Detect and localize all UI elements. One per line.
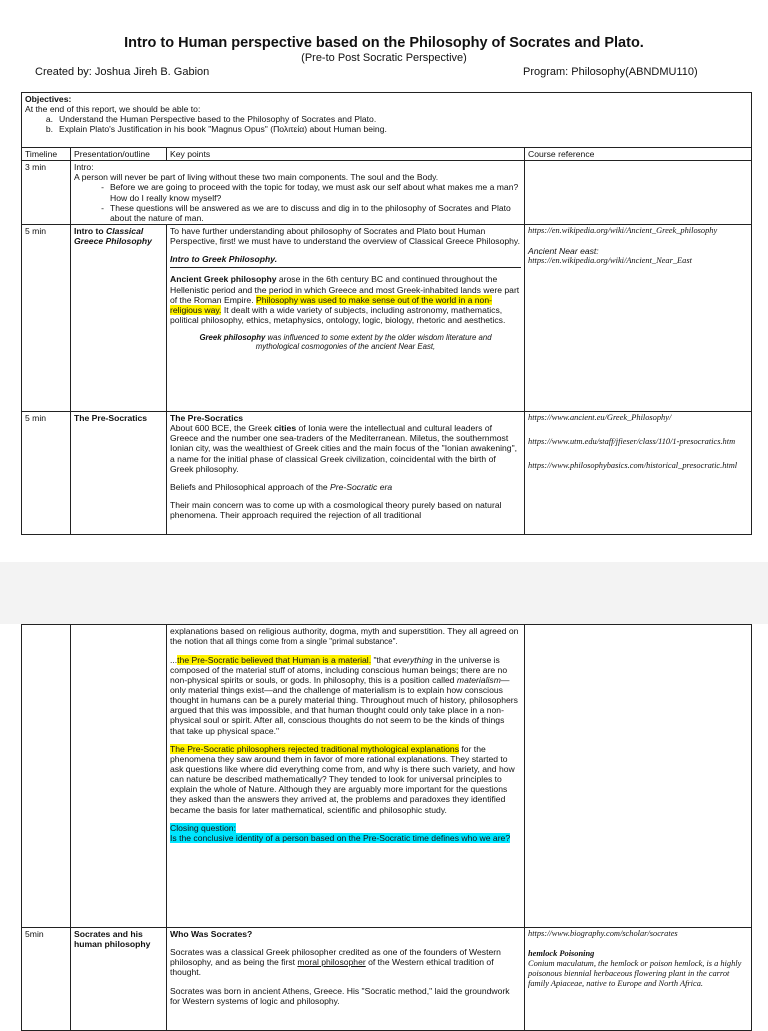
timeline-cell: 5min bbox=[22, 928, 71, 1031]
timeline-cell: 5 min bbox=[22, 411, 71, 534]
outline-cell: Socrates and his human philosophy bbox=[71, 928, 167, 1031]
quote: Greek philosophy was influenced to some extent by the older wisdom literature and mythological cosmogonies of the ancient Near East, bbox=[199, 333, 492, 352]
reference-link[interactable]: https://www.biography.com/scholar/socrates bbox=[528, 929, 678, 938]
list-item: - These questions will be answered as we are to discuss and dig in to the philosophy of Socrates and Plato about the nature of man. bbox=[101, 202, 511, 223]
key-points-cell: To have further understanding about philosophy of Socrates and Plato bout Human Perspective, first! we must have to understand the overview of Classical Greece Philosophy. Intro to Greek Philosophy. Ancient Greek philosophy arose in the 6th century BC and continued throughout the Hellenistic period and the period in which Greece and most Greek-inhabited lands were part of the Roman Empire. Philosophy was used to make sense out of the world in a non-religious way. It dealt with a wide variety of subjects, including astronomy, mathematics, political philosophy, ethics, metaphysics, ontology, logic, biology, rhetoric and aesthetics. Greek philosophy was influenced to some extent by the older wisdom literature and mythological cosmogonies of the ancient Near East, bbox=[167, 224, 525, 411]
table-row-classical bbox=[22, 224, 752, 411]
objectives-heading: Objectives: bbox=[25, 94, 72, 104]
timeline-cell bbox=[22, 625, 71, 928]
reference-link[interactable]: https://www.ancient.eu/Greek_Philosophy/ bbox=[528, 412, 672, 422]
document-subtitle: (Pre-to Post Socratic Perspective) bbox=[301, 52, 467, 64]
highlight: the Pre-Socratic believed that Human is a material. bbox=[177, 654, 372, 665]
lesson-plan-table-continued bbox=[21, 624, 752, 1031]
reference-cell bbox=[525, 625, 752, 928]
section-subheading: Intro to Greek Philosophy. bbox=[170, 254, 278, 265]
reference-cell: https://www.biography.com/scholar/socrates hemlock Poisoning Conium maculatum, the hemlock or poison hemlock, is a highly poisonous biennial herbaceous flowering plant in the carrot family Apiaceae, native to Europe and North Africa. bbox=[525, 928, 752, 1031]
reference-link[interactable]: https://en.wikipedia.org/wiki/Ancient_Greek_philosophy bbox=[528, 225, 718, 235]
column-header: Course reference bbox=[525, 148, 752, 161]
table-row-presocratics bbox=[22, 411, 752, 534]
highlight: Philosophy was used to make sense out of the world in a non-religious way. bbox=[170, 294, 492, 315]
column-header: Timeline bbox=[22, 148, 71, 161]
objectives-intro: At the end of this report, we should be able to: bbox=[25, 104, 201, 115]
table-row-socrates bbox=[22, 928, 752, 1031]
outline-cell bbox=[71, 625, 167, 928]
key-points-cell: Who Was Socrates? Socrates was a classical Greek philosopher credited as one of the founders of Western philosophy, and as being the first moral philosopher of the Western ethical tradition of thought. Socrates was born in ancient Athens, Greece. His "Socratic method," laid the groundwork for Western systems of logic and philosophy. bbox=[167, 928, 525, 1031]
timeline-cell: 3 min bbox=[22, 161, 71, 225]
reference-cell bbox=[525, 161, 752, 225]
author-line: Created by: Joshua Jireh B. Gabion bbox=[35, 66, 210, 78]
objective-item: a. Understand the Human Perspective based to the Philosophy of Socrates and Plato. bbox=[45, 114, 377, 125]
table-header-row bbox=[22, 148, 752, 161]
table-row-continued bbox=[22, 625, 752, 928]
reference-link[interactable]: https://www.philosophybasics.com/historical_presocratic.html bbox=[528, 460, 738, 470]
list-item: - Before we are going to proceed with the topic for today, we must ask our self about what makes me a man? How do I really know myself? bbox=[101, 182, 519, 203]
outline-cell: Intro to Classical Greece Philosophy bbox=[71, 224, 167, 411]
divider bbox=[170, 267, 521, 268]
objectives-row bbox=[22, 93, 752, 148]
key-points-cell: Intro: A person will never be part of living without these two main components. The soul and the Body. - Before we are going to proceed with the topic for today, we must ask our self about what makes me a man? How do I really know myself? - These questions will be answered as we are to discuss and dig in to the philosophy of Socrates and Plato about the nature of man. bbox=[71, 161, 525, 225]
key-points-cell: explanations based on religious authority, dogma, myth and superstition. They all agreed on the notion that all things come from a single "primal substance". ...the Pre-Socratic believed that Human is a material. "that everything in the universe is composed of the material stuff of atoms, including conscious human beings; there are no non-physical spirits or souls, or gods. In philosophy, this is a position called materialism—only material things exist—and the challenge of materialism is to explain how conscious thought in humans can be a purely material thing. Throughout much of history, philosophers argued that this was impossible, and that human thought could only take place in a non-physical soul or spirit. After all, conscious thoughts do not seem to be the kinds of things that take up physical space." The Pre-Socratic philosophers rejected traditional mythological explanations for the phenomena they saw around them in favor of more rational explanations. They started to ask questions like where did everything come from, and why is there such variety, and how can nature be described mathematically? They tended to look for universal principles to explain the whole of Nature. Although they are arguably more important for the questions they asked than the answers they arrived at, the problems and paradoxes they identified became the basis for later mathematical, scientific and philosophic study. Closing question: Is the conclusive identity of a person based on the Pre-Socratic time defines who we are? bbox=[167, 625, 525, 928]
table-row-intro bbox=[22, 161, 752, 225]
lesson-plan-table bbox=[21, 92, 752, 535]
page-gap bbox=[0, 562, 768, 624]
closing-question-label: Closing question: bbox=[170, 822, 236, 833]
key-points-cell: The Pre-Socratics About 600 BCE, the Greek cities of Ionia were the intellectual and cultural leaders of Greece and the number one sea-traders of the Mediterranean. Miletus, the southernmost Ionian city, was the wealthiest of Greek cities and the main focus of the "Ionian awakening", a name for the initial phase of classical Greek civilization, coincidental with the birth of Greek philosophy. Beliefs and Philosophical approach of the Pre-Socratic era Their main concern was to come up with a cosmological theory purely based on natural phenomena. Their approach required the rejection of all traditional bbox=[167, 411, 525, 534]
objective-item: b. Explain Plato's Justification in his book "Magnus Opus" (Πολιτεία) about Human being. bbox=[45, 124, 387, 135]
highlight: The Pre-Socratic philosophers rejected traditional mythological explanations bbox=[170, 743, 459, 754]
document-title: Intro to Human perspective based on the Philosophy of Socrates and Plato. bbox=[124, 35, 644, 51]
closing-question: Is the conclusive identity of a person based on the Pre-Socratic time defines who we are? bbox=[170, 832, 511, 843]
column-header: Presentation/outline bbox=[71, 148, 167, 161]
reference-cell bbox=[525, 411, 752, 534]
column-header: Key points bbox=[167, 148, 525, 161]
timeline-cell: 5 min bbox=[22, 224, 71, 411]
reference-cell: https://en.wikipedia.org/wiki/Ancient_Greek_philosophy Ancient Near east: https://en.wikipedia.org/wiki/Ancient_Near_East bbox=[525, 224, 752, 411]
document-page-2 bbox=[0, 624, 768, 1024]
program-line: Program: Philosophy(ABNDMU110) bbox=[523, 66, 698, 78]
outline-cell: The Pre-Socratics bbox=[71, 411, 167, 534]
reference-link[interactable]: https://en.wikipedia.org/wiki/Ancient_Near_East bbox=[528, 256, 692, 266]
reference-link[interactable]: https://www.utm.edu/staff/jfieser/class/110/1-presocratics.htm bbox=[528, 436, 736, 446]
